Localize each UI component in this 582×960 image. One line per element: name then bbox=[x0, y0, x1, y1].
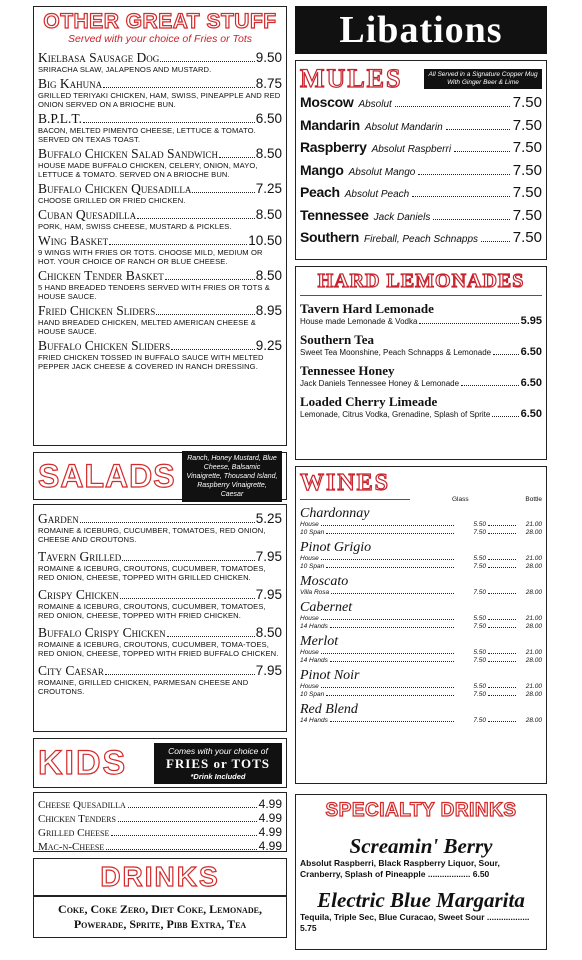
menu-item bbox=[38, 268, 282, 301]
dot-leader bbox=[165, 279, 255, 280]
item-price: 7.50 bbox=[512, 139, 542, 156]
item-description: House made Lemonade & Vodka bbox=[300, 317, 418, 326]
dot-leader bbox=[488, 721, 516, 722]
wine-row bbox=[300, 649, 542, 657]
wine-row bbox=[300, 529, 542, 537]
dot-leader bbox=[488, 687, 516, 688]
item-name: Fried Chicken Sliders bbox=[38, 303, 156, 318]
drinks-list: Coke, Coke Zero, Diet Coke, Lemonade, Powerade, Sprite, Pibb Extra, Tea bbox=[58, 902, 262, 931]
menu-item bbox=[38, 840, 282, 854]
wine-row bbox=[300, 521, 542, 529]
kids-note bbox=[154, 743, 282, 784]
bottle-price: 28.00 bbox=[525, 657, 542, 664]
menu-item bbox=[300, 207, 542, 230]
dot-leader bbox=[330, 661, 454, 662]
dot-leader bbox=[167, 636, 255, 637]
dot-leader bbox=[111, 835, 256, 836]
menu-item bbox=[300, 139, 542, 162]
dot-leader bbox=[321, 687, 454, 688]
menu-item bbox=[38, 181, 282, 205]
wine-row bbox=[300, 691, 542, 699]
item-description: HOUSE MADE BUFFALO CHICKEN, CELERY, ONION, MAYO, LETTUCE & TOMATO. SERVED ON A BRIOCHE BUN. bbox=[38, 161, 258, 179]
wine-row bbox=[300, 683, 542, 691]
kids-section bbox=[33, 792, 287, 852]
menu-item bbox=[38, 663, 282, 696]
item-description: ROMAINE, GRILLED CHICKEN, PARMESAN CHEESE AND CROUTONS. bbox=[38, 678, 249, 696]
section-title: SALADS bbox=[38, 457, 176, 494]
menu-item bbox=[38, 207, 282, 231]
glass-price: 7.50 bbox=[473, 623, 486, 630]
specialty-drink-name: Electric Blue Margarita bbox=[317, 888, 525, 912]
wines-section bbox=[295, 466, 547, 784]
item-description: PORK, HAM, SWISS CHEESE, MUSTARD & PICKLES. bbox=[38, 222, 232, 231]
item-price: 8.50 bbox=[255, 207, 282, 222]
section-title: WINES bbox=[300, 470, 410, 500]
glass-price: 7.50 bbox=[473, 691, 486, 698]
item-price: 7.50 bbox=[512, 184, 542, 201]
section-title: DRINKS bbox=[100, 861, 220, 892]
item-price: 7.25 bbox=[255, 181, 282, 196]
item-name: Chicken Tender Basket bbox=[38, 268, 164, 283]
menu-item bbox=[38, 303, 282, 336]
wine-label: House bbox=[300, 521, 319, 528]
dot-leader bbox=[321, 525, 454, 526]
item-price: 4.99 bbox=[258, 839, 282, 853]
dot-leader bbox=[105, 674, 255, 675]
kids-note-line: FRIES or TOTS bbox=[165, 755, 271, 771]
glass-price: 7.50 bbox=[473, 563, 486, 570]
mules-header bbox=[300, 64, 542, 94]
right-column bbox=[295, 6, 547, 950]
wine-label: 10 Span bbox=[300, 529, 325, 536]
dot-leader bbox=[128, 807, 257, 808]
specialty-drinks-section bbox=[295, 794, 547, 950]
item-description: FRIED CHICKEN TOSSED IN BUFFALO SAUCE WITH MELTED PEPPER JACK CHEESE & COVERED IN RANCH DRESSING. bbox=[38, 353, 264, 371]
bottle-price: 28.00 bbox=[525, 691, 542, 698]
item-price: 6.50 bbox=[472, 869, 490, 879]
dot-leader bbox=[488, 627, 516, 628]
item-name: Chicken Tenders bbox=[38, 813, 116, 825]
wine-row bbox=[300, 589, 542, 597]
dot-leader bbox=[326, 695, 454, 696]
item-name: Tennessee bbox=[300, 206, 369, 223]
menu-item bbox=[300, 117, 542, 140]
item-name: City Caesar bbox=[38, 663, 104, 678]
hard-lemonades-section bbox=[295, 266, 547, 460]
glass-price: 5.50 bbox=[473, 649, 486, 656]
menu-item bbox=[300, 184, 542, 207]
item-price: 7.50 bbox=[512, 206, 542, 224]
bottle-price: 21.00 bbox=[525, 555, 542, 562]
wine-row bbox=[300, 615, 542, 623]
menu-item-line bbox=[38, 76, 282, 91]
menu-item-list bbox=[38, 50, 282, 371]
item-spirit: Absolut Raspberri bbox=[371, 144, 452, 155]
section-title: HARD LEMONADES bbox=[300, 270, 542, 296]
item-spirit: Absolut Mango bbox=[348, 166, 416, 178]
item-description: Tequila, Triple Sec, Blue Curacao, Sweet Sour bbox=[300, 912, 485, 922]
wine-item bbox=[300, 540, 542, 571]
glass-label: Glass bbox=[452, 496, 469, 503]
section-title: OTHER GREAT STUFF bbox=[43, 10, 277, 33]
item-name: Southern bbox=[300, 229, 360, 245]
menu-item bbox=[300, 162, 542, 185]
dot-leader bbox=[446, 129, 510, 130]
dot-leader bbox=[488, 525, 516, 526]
bottle-price: 28.00 bbox=[525, 589, 542, 596]
kids-header bbox=[33, 738, 287, 788]
dot-leader bbox=[412, 196, 510, 197]
mules-note: All Served in a Signature Copper Mug With Ginger Beer & Lime bbox=[424, 69, 542, 89]
item-description: HAND BREADED CHICKEN, MELTED AMERICAN CHEESE & HOUSE SAUCE. bbox=[38, 318, 256, 336]
dot-leader bbox=[488, 695, 516, 696]
item-price: 7.50 bbox=[512, 116, 542, 134]
menu-item bbox=[38, 111, 282, 144]
menu-item bbox=[38, 812, 282, 826]
dot-leader bbox=[192, 192, 254, 193]
menu-item-line bbox=[38, 146, 282, 161]
item-price: 6.50 bbox=[255, 111, 282, 126]
dot-leader bbox=[156, 314, 254, 315]
item-name: Loaded Cherry Limeade bbox=[300, 394, 438, 409]
item-name: Peach bbox=[300, 184, 340, 200]
menu-item bbox=[38, 233, 282, 266]
item-description-line bbox=[300, 347, 542, 358]
item-name: Garden bbox=[38, 511, 79, 526]
item-name: Mac-n-Cheese bbox=[38, 841, 105, 853]
item-spirit: Absolut Peach bbox=[344, 189, 410, 200]
wine-label: 10 Span bbox=[300, 563, 325, 570]
item-name: Cuban Quesadilla bbox=[38, 207, 137, 222]
item-price: 4.99 bbox=[258, 825, 282, 839]
item-name: Big Kahuna bbox=[38, 76, 103, 91]
wine-label: House bbox=[300, 683, 319, 690]
item-name: Tavern Grilled bbox=[38, 549, 122, 564]
item-description: ROMAINE & ICEBURG, CROUTONS, CUCUMBER, TOMATOES, RED ONION, CHEESE, TOPPED WITH GRILLED CHICKEN. bbox=[38, 564, 266, 582]
item-name: Mandarin bbox=[300, 116, 360, 133]
dot-leader bbox=[488, 533, 516, 534]
glass-price: 5.50 bbox=[473, 683, 486, 690]
glass-price: 7.50 bbox=[473, 529, 486, 536]
menu-item-line bbox=[38, 50, 282, 65]
wine-name: Chardonnay bbox=[300, 506, 370, 521]
item-price: 8.50 bbox=[255, 146, 282, 161]
glass-price: 7.50 bbox=[473, 717, 486, 724]
wine-name: Red Blend bbox=[300, 702, 358, 717]
wine-item bbox=[300, 702, 542, 725]
menu-item bbox=[38, 146, 282, 179]
menu-item bbox=[38, 826, 282, 840]
libations-banner: Libations bbox=[295, 6, 547, 54]
item-description: ROMAINE & ICEBURG, CROUTONS, CUCUMBER, TOMATOES, RED ONION, CHEESE, TOPPED WITH FRIED CHICKEN. bbox=[38, 602, 266, 620]
item-name: Grilled Cheese bbox=[38, 827, 110, 839]
menu-item-line bbox=[38, 511, 282, 526]
menu-item-list bbox=[300, 506, 542, 725]
dot-leader bbox=[118, 821, 257, 822]
dot-leader bbox=[454, 151, 510, 152]
dot-leader bbox=[395, 106, 510, 107]
dot-leader bbox=[419, 323, 518, 324]
bottle-price: 28.00 bbox=[525, 563, 542, 570]
dot-leader bbox=[160, 61, 254, 62]
specialty-drink-description: Tequila, Triple Sec, Blue Curacao, Sweet Sour .................. 5.75 bbox=[300, 912, 530, 933]
item-name: B.P.L.T. bbox=[38, 111, 83, 126]
dot-leader bbox=[326, 533, 454, 534]
item-price: 7.95 bbox=[255, 587, 282, 602]
menu-item bbox=[38, 76, 282, 109]
dot-leader bbox=[171, 349, 255, 350]
item-description: SRIRACHA SLAW, JALAPENOS AND MUSTARD. bbox=[38, 65, 212, 74]
item-description: CHOOSE GRILLED OR FRIED CHICKEN. bbox=[38, 196, 186, 205]
section-subtitle: Served with your choice of Fries or Tots bbox=[67, 33, 253, 45]
item-spirit: Fireball, Peach Schnapps bbox=[364, 234, 479, 245]
dot-leader bbox=[122, 560, 255, 561]
dot-leader bbox=[492, 416, 518, 417]
item-name: Buffalo Chicken Salad Sandwich bbox=[38, 146, 218, 161]
glass-price: 7.50 bbox=[473, 657, 486, 664]
dot-leader bbox=[481, 241, 510, 242]
item-price: 4.99 bbox=[258, 797, 282, 811]
bottle-label: Bottle bbox=[525, 496, 542, 503]
item-name: Buffalo Crispy Chicken bbox=[38, 625, 166, 640]
dot-leader bbox=[321, 559, 454, 560]
dot-leader bbox=[120, 598, 255, 599]
wine-item bbox=[300, 600, 542, 631]
wine-row bbox=[300, 555, 542, 563]
bottle-price: 28.00 bbox=[525, 529, 542, 536]
item-description-line bbox=[300, 409, 542, 420]
glass-price: 5.50 bbox=[473, 555, 486, 562]
other-great-stuff-section bbox=[33, 6, 287, 446]
bottle-price: 21.00 bbox=[525, 521, 542, 528]
item-price: 4.99 bbox=[258, 811, 282, 825]
wine-label: 14 Hands bbox=[300, 717, 328, 724]
item-price: 6.50 bbox=[520, 377, 542, 389]
item-price: 9.50 bbox=[255, 50, 282, 65]
dot-leader bbox=[488, 661, 516, 662]
wine-row bbox=[300, 657, 542, 665]
section-title: MULES bbox=[300, 64, 403, 93]
item-price: 5.75 bbox=[300, 923, 317, 933]
menu-item bbox=[38, 511, 282, 544]
wine-item bbox=[300, 634, 542, 665]
menu-item-line bbox=[38, 663, 282, 678]
menu-item-line bbox=[38, 587, 282, 602]
menu-item-line bbox=[38, 233, 282, 248]
menu-item bbox=[300, 229, 542, 252]
wine-label: Villa Rosa bbox=[300, 589, 330, 596]
dot-leader bbox=[103, 87, 255, 88]
dot-leader bbox=[488, 559, 516, 560]
item-name: Buffalo Chicken Sliders bbox=[38, 338, 171, 353]
item-name: Southern Tea bbox=[300, 332, 375, 347]
item-price: 6.50 bbox=[520, 408, 542, 420]
kids-note-line: Comes with your choice of bbox=[168, 745, 268, 756]
wine-item bbox=[300, 506, 542, 537]
item-price: 9.25 bbox=[255, 338, 282, 353]
dot-leader bbox=[331, 593, 454, 594]
item-name: Kielbasa Sausage Dog bbox=[38, 50, 160, 65]
dot-leader bbox=[433, 219, 509, 220]
salads-header bbox=[33, 452, 287, 500]
item-spirit: Absolut bbox=[358, 99, 392, 110]
item-description: GRILLED TERIYAKI CHICKEN, HAM, SWISS, PINEAPPLE AND RED ONION SERVED ON A BRIOCHE BUN. bbox=[38, 91, 281, 109]
menu-item bbox=[300, 332, 542, 358]
item-price: 8.75 bbox=[255, 76, 282, 91]
menu-item-list bbox=[300, 834, 542, 934]
dot-leader bbox=[80, 522, 255, 523]
bottle-price: 28.00 bbox=[525, 717, 542, 724]
item-price: 5.25 bbox=[255, 511, 282, 526]
menu-item bbox=[38, 625, 282, 658]
menu-item-list bbox=[38, 798, 282, 854]
item-name: Mango bbox=[300, 161, 344, 178]
menu-item bbox=[38, 549, 282, 582]
item-name: Wing Basket bbox=[38, 233, 109, 248]
specialty-drink-description: Absolut Raspberri, Black Raspberry Liquor, Sour, Cranberry, Splash of Pineapple .................. 6.50 bbox=[300, 858, 500, 879]
dot-leader bbox=[326, 567, 454, 568]
item-spirit: Absolut Mandarin bbox=[364, 121, 443, 133]
item-description: Lemonade, Citrus Vodka, Grenadine, Splash of Sprite bbox=[300, 410, 491, 419]
item-description: Absolut Raspberri, Black Raspberry Liquor, Sour, Cranberry, Splash of Pineapple bbox=[300, 858, 500, 879]
wine-item bbox=[300, 668, 542, 699]
dot-leader bbox=[461, 385, 519, 386]
item-price: 8.50 bbox=[255, 625, 282, 640]
wine-name: Cabernet bbox=[300, 600, 353, 615]
item-price: 5.95 bbox=[520, 315, 542, 327]
mules-section bbox=[295, 60, 547, 260]
salads-section bbox=[33, 504, 287, 732]
drinks-section bbox=[33, 896, 287, 938]
item-price: 7.50 bbox=[512, 94, 542, 111]
left-column bbox=[33, 6, 287, 938]
item-description-line bbox=[300, 378, 542, 389]
menu-item bbox=[38, 587, 282, 620]
wine-label: 14 Hands bbox=[300, 623, 328, 630]
menu-item bbox=[38, 338, 282, 371]
glass-price: 5.50 bbox=[473, 521, 486, 528]
wine-item bbox=[300, 574, 542, 597]
dot-leader bbox=[488, 653, 516, 654]
menu-item bbox=[300, 301, 542, 327]
dot-leader bbox=[330, 721, 454, 722]
menu-item bbox=[300, 363, 542, 389]
menu-item-list bbox=[300, 94, 542, 252]
menu-item-line bbox=[38, 549, 282, 564]
menu-item-line bbox=[38, 625, 282, 640]
menu-item-line bbox=[38, 181, 282, 196]
drinks-header bbox=[33, 858, 287, 896]
wine-label: House bbox=[300, 555, 319, 562]
item-description: ROMAINE & ICEBURG, CUCUMBER, TOMATOES, RED ONION, CHEESE AND CROUTONS. bbox=[38, 526, 266, 544]
item-name: Crispy Chicken bbox=[38, 587, 119, 602]
item-description: 9 WINGS WITH FRIES OR TOTS. CHOOSE MILD, MEDIUM OR HOT. YOUR CHOICE OF RANCH OR BLUE CHEESE. bbox=[38, 248, 263, 266]
item-price: 8.50 bbox=[255, 268, 282, 283]
wine-label: 14 Hands bbox=[300, 657, 328, 664]
section-title: KIDS bbox=[38, 743, 128, 782]
dot-leader bbox=[321, 619, 454, 620]
item-price: 8.95 bbox=[255, 303, 282, 318]
wine-label: House bbox=[300, 615, 319, 622]
bottle-price: 21.00 bbox=[525, 615, 542, 622]
dot-leader bbox=[330, 627, 454, 628]
dot-leader bbox=[488, 567, 516, 568]
specialty-drink-name: Screamin' Berry bbox=[349, 834, 493, 858]
dot-leader bbox=[493, 354, 518, 355]
item-name: Buffalo Chicken Quesadilla bbox=[38, 181, 192, 196]
menu-item-line bbox=[38, 207, 282, 222]
dot-leader bbox=[321, 653, 454, 654]
menu-item bbox=[300, 94, 542, 117]
item-description: Jack Daniels Tennessee Honey & Lemonade bbox=[300, 379, 460, 388]
item-price: 7.95 bbox=[255, 549, 282, 564]
item-name: Tavern Hard Lemonade bbox=[300, 301, 434, 316]
wine-row bbox=[300, 623, 542, 631]
dressings-note: Ranch, Honey Mustard, Blue Cheese, Balsamic Vinaigrette, Thousand Island, Raspberry Vinaigrette, Caesar bbox=[182, 451, 282, 502]
wine-row bbox=[300, 563, 542, 571]
dot-leader bbox=[83, 122, 255, 123]
item-name: Moscow bbox=[300, 94, 354, 110]
dot-leader bbox=[219, 157, 255, 158]
dot-leader bbox=[106, 849, 256, 850]
item-name: Tennessee Honey bbox=[300, 363, 395, 378]
menu-item-list bbox=[38, 511, 282, 696]
item-price: 7.95 bbox=[255, 663, 282, 678]
item-price: 6.50 bbox=[520, 346, 542, 358]
item-description: ROMAINE & ICEBURG, CROUTONS, CUCUMBER, TOMA-TOES, RED ONION, CHEESE, TOPPED WITH FRIED BUFFALO CHICKEN. bbox=[38, 640, 279, 658]
wine-name: Pinot Noir bbox=[300, 668, 360, 683]
wine-label: 10 Span bbox=[300, 691, 325, 698]
bottle-price: 28.00 bbox=[525, 623, 542, 630]
dot-leader bbox=[488, 619, 516, 620]
dot-leader bbox=[418, 174, 509, 175]
wine-label: House bbox=[300, 649, 319, 656]
wine-name: Merlot bbox=[300, 634, 339, 649]
item-description-line bbox=[300, 316, 542, 327]
dot-leader bbox=[488, 593, 516, 594]
item-price: 7.50 bbox=[512, 229, 542, 246]
item-spirit: Jack Daniels bbox=[373, 211, 431, 223]
item-price: 10.50 bbox=[248, 233, 282, 248]
wine-name: Moscato bbox=[300, 574, 349, 589]
section-title: SPECIALTY DRINKS bbox=[325, 800, 517, 821]
glass-price: 7.50 bbox=[473, 589, 486, 596]
dot-leader bbox=[137, 218, 255, 219]
item-price: 7.50 bbox=[512, 161, 542, 179]
item-description: Sweet Tea Moonshine, Peach Schnapps & Lemonade bbox=[300, 348, 492, 357]
menu-item-list bbox=[300, 301, 542, 420]
kids-note-line: *Drink Included bbox=[190, 771, 246, 781]
menu-item-line bbox=[38, 303, 282, 318]
wine-row bbox=[300, 717, 542, 725]
wine-name: Pinot Grigio bbox=[300, 540, 372, 555]
item-name: Raspberry bbox=[300, 139, 367, 155]
dot-leader bbox=[109, 244, 247, 245]
item-description: BACON, MELTED PIMENTO CHEESE, LETTUCE & TOMATO. SERVED ON TEXAS TOAST. bbox=[38, 126, 256, 144]
menu-item bbox=[38, 50, 282, 74]
menu-item bbox=[300, 394, 542, 420]
menu-item bbox=[38, 798, 282, 812]
glass-price: 5.50 bbox=[473, 615, 486, 622]
menu-item-line bbox=[38, 338, 282, 353]
bottle-price: 21.00 bbox=[525, 649, 542, 656]
item-description: 5 HAND BREADED TENDERS SERVED WITH FRIES OR TOTS & HOUSE SAUCE. bbox=[38, 283, 270, 301]
menu-item-line bbox=[38, 268, 282, 283]
item-name: Cheese Quesadilla bbox=[38, 799, 126, 811]
menu-item-line bbox=[38, 111, 282, 126]
bottle-price: 21.00 bbox=[525, 683, 542, 690]
